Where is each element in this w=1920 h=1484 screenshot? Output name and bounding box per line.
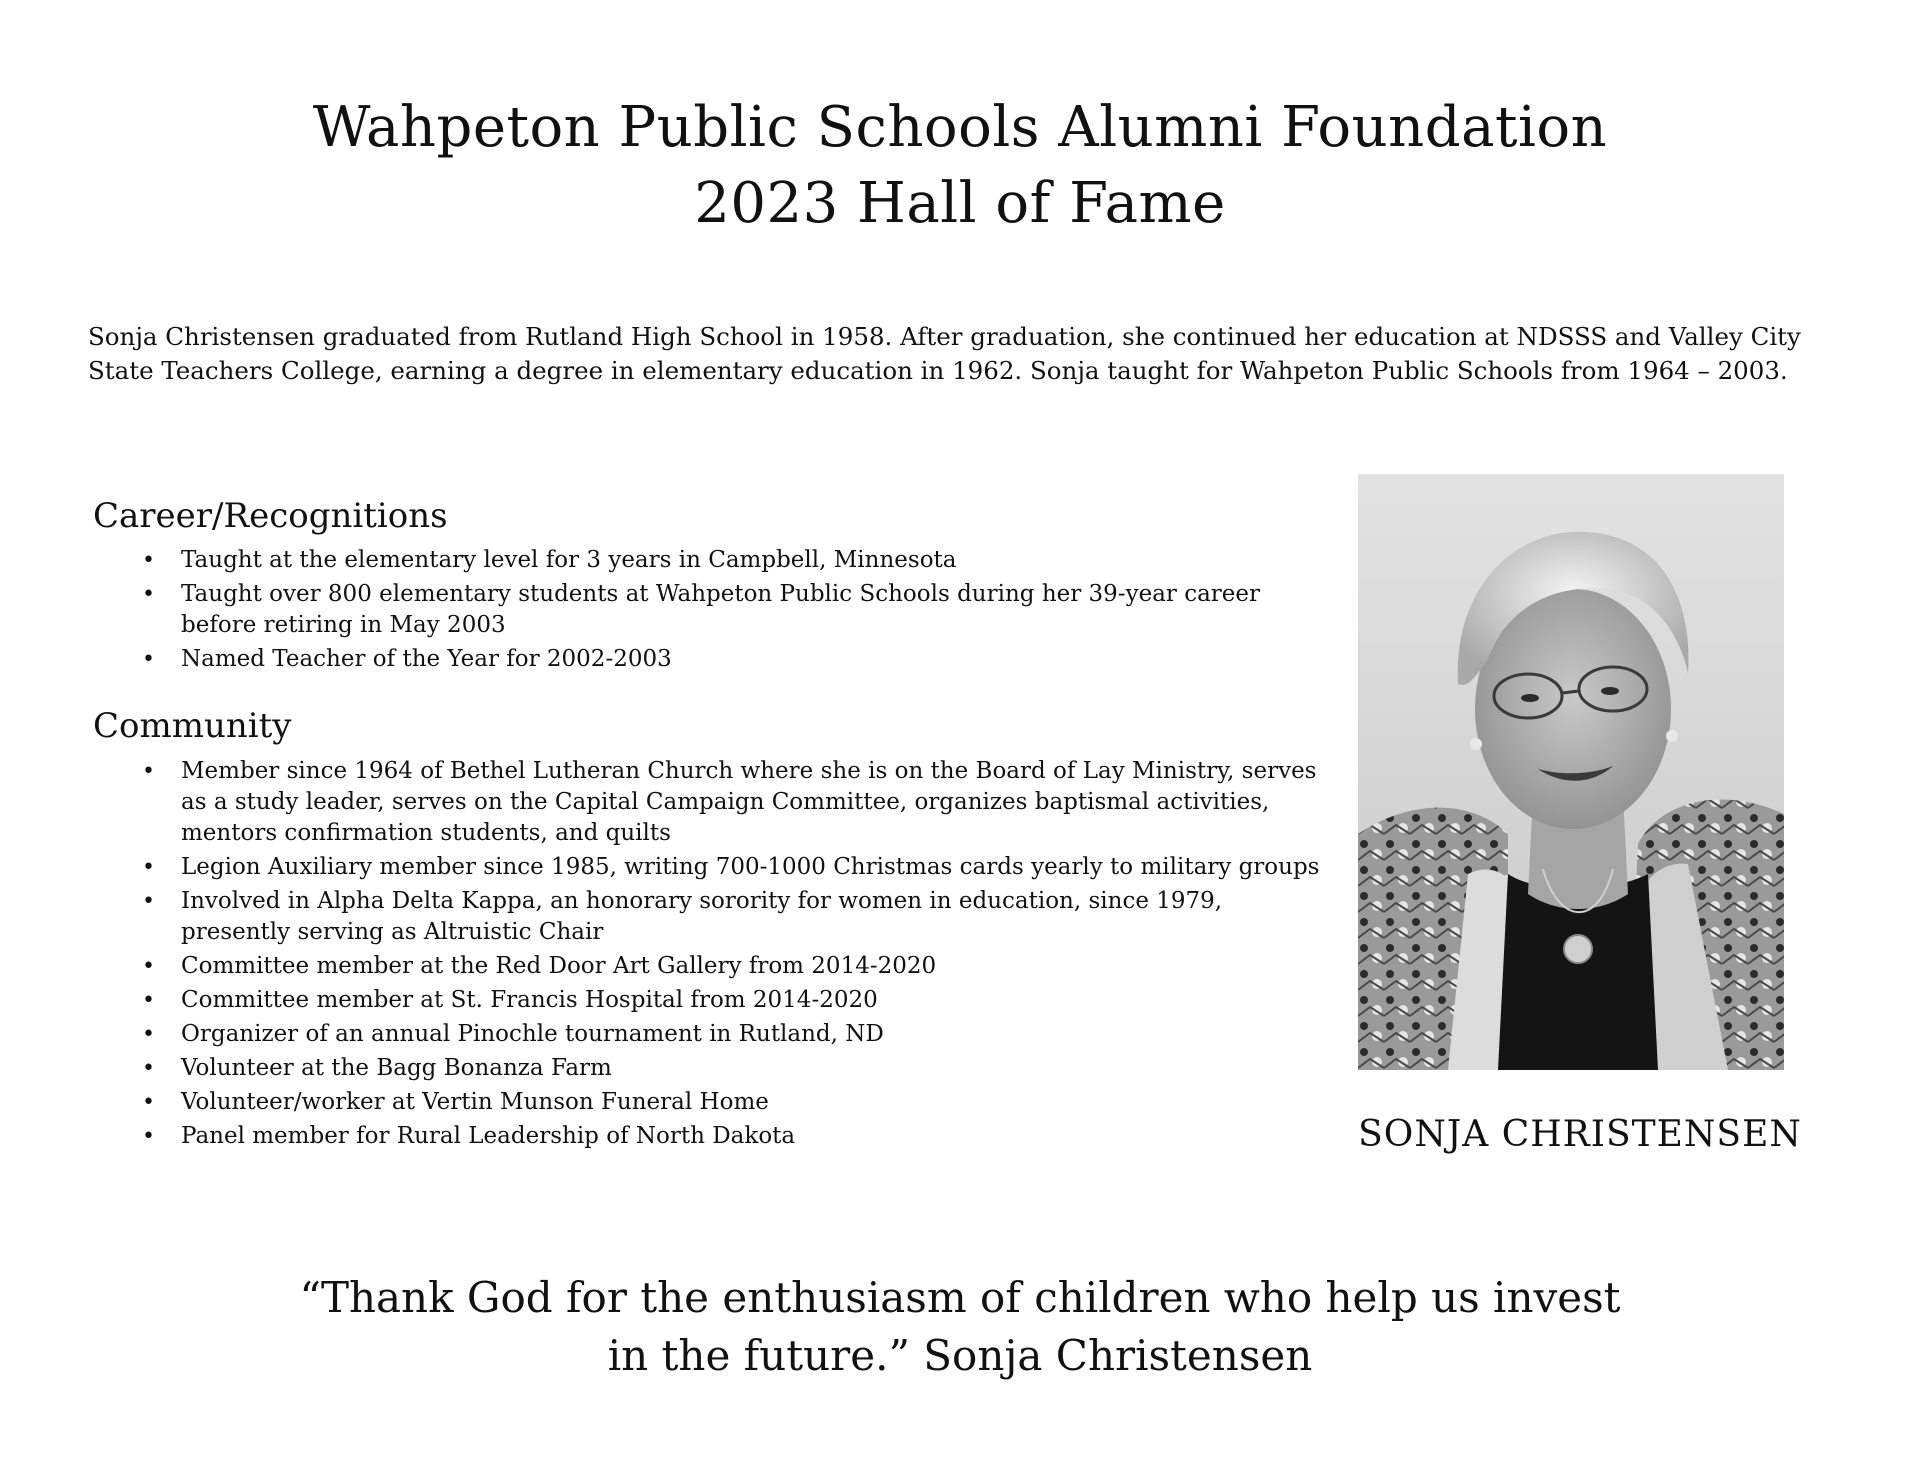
- list-item: [93, 852, 1323, 883]
- career-list: [93, 545, 1323, 678]
- list-item: [93, 951, 1323, 982]
- list-item: [93, 644, 1323, 675]
- bullet-icon: •: [142, 647, 155, 672]
- list-item-text: Member since 1964 of Bethel Lutheran Church where she is on the Board of Lay Ministry, serves as a study leader, serves on the Capital Campaign Committee, organizes baptismal activities, mentors confirmation students, and quilts: [181, 758, 1317, 846]
- quote-line-2: in the future.” Sonja Christensen: [607, 1331, 1313, 1380]
- list-item-text: Committee member at the Red Door Art Gallery from 2014-2020: [181, 953, 937, 979]
- list-item-text: Taught at the elementary level for 3 years in Campbell, Minnesota: [181, 547, 957, 573]
- page-title-line-2: 2023 Hall of Fame: [694, 171, 1226, 236]
- bullet-icon: •: [142, 1124, 155, 1149]
- list-item-text: Volunteer at the Bagg Bonanza Farm: [181, 1055, 612, 1081]
- list-item-text: Involved in Alpha Delta Kappa, an honorary sorority for women in education, since 1979, presently serving as Altruistic Chair: [181, 888, 1223, 945]
- bullet-icon: •: [142, 855, 155, 880]
- list-item: [93, 886, 1323, 948]
- bullet-icon: •: [142, 1056, 155, 1081]
- list-item-text: Legion Auxiliary member since 1985, writing 700-1000 Christmas cards yearly to military groups: [181, 854, 1320, 880]
- career-heading: Career/Recognitions: [93, 496, 448, 536]
- bullet-icon: •: [142, 582, 155, 607]
- community-heading: Community: [93, 706, 292, 746]
- bullet-icon: •: [142, 1090, 155, 1115]
- bullet-icon: •: [142, 759, 155, 784]
- list-item: [93, 985, 1323, 1016]
- list-item-text: Committee member at St. Francis Hospital from 2014-2020: [181, 987, 878, 1013]
- list-item-text: Organizer of an annual Pinochle tournament in Rutland, ND: [181, 1021, 884, 1047]
- list-item: [93, 1019, 1323, 1050]
- list-item: [93, 545, 1323, 576]
- bullet-icon: •: [142, 1022, 155, 1047]
- list-item-text: Panel member for Rural Leadership of North Dakota: [181, 1123, 796, 1149]
- list-item: [93, 579, 1323, 641]
- bullet-icon: •: [142, 954, 155, 979]
- list-item: [93, 1053, 1323, 1084]
- list-item-text: Named Teacher of the Year for 2002-2003: [181, 646, 672, 672]
- portrait-photo: [1358, 474, 1784, 1070]
- portrait-illustration: [1358, 474, 1784, 1070]
- list-item: [93, 1121, 1323, 1152]
- bullet-icon: •: [142, 988, 155, 1013]
- intro-paragraph: Sonja Christensen graduated from Rutland High School in 1958. After graduation, she continued her education at NDSSS and Valley City State Teachers College, earning a degree in elementary education in 1962. Sonja taught for Wahpeton Public Schools from 1964 – 2003.: [88, 322, 1801, 385]
- bullet-icon: •: [142, 889, 155, 914]
- community-list: [93, 756, 1323, 1155]
- quote-line-1: “Thank God for the enthusiasm of children who help us invest: [299, 1273, 1621, 1322]
- list-item-text: Taught over 800 elementary students at Wahpeton Public Schools during her 39-year career before retiring in May 2003: [181, 581, 1261, 638]
- list-item: [93, 756, 1323, 849]
- page-title-line-1: Wahpeton Public Schools Alumni Foundation: [312, 95, 1608, 160]
- portrait-caption: SONJA CHRISTENSEN: [1358, 1114, 1802, 1155]
- list-item: [93, 1087, 1323, 1118]
- bullet-icon: •: [142, 548, 155, 573]
- list-item-text: Volunteer/worker at Vertin Munson Funeral Home: [181, 1089, 769, 1115]
